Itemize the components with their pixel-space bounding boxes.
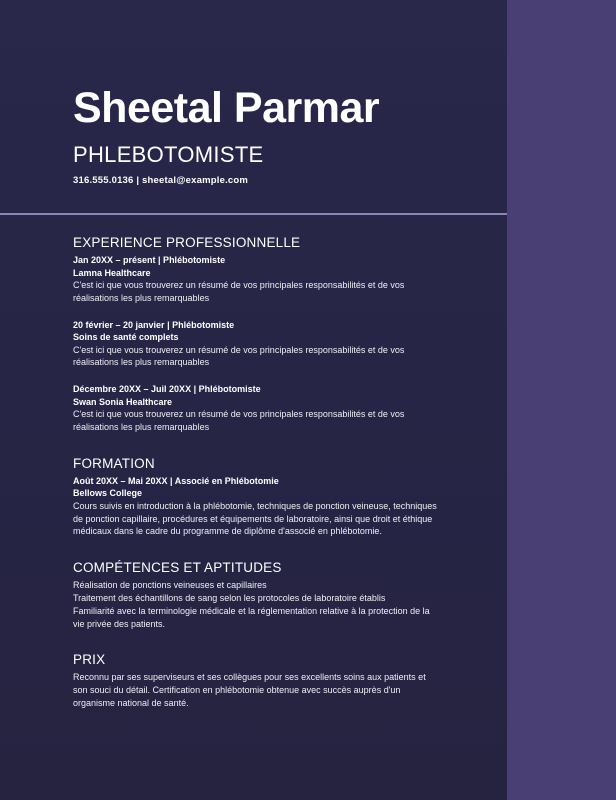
entry-organization: Swan Sonia Healthcare bbox=[73, 396, 173, 407]
skill-item: Familiarité avec la terminologie médicale et la réglementation relative à la protection de la vie privée des patients. bbox=[73, 605, 430, 629]
experience-heading: EXPERIENCE PROFESSIONNELLE bbox=[73, 235, 301, 250]
education-school: Bellows College bbox=[73, 488, 143, 499]
side-accent-strip bbox=[507, 0, 616, 800]
experience-entry bbox=[73, 319, 438, 370]
resume-header bbox=[73, 84, 493, 186]
section-spacer bbox=[73, 448, 438, 456]
experience-section bbox=[73, 235, 438, 434]
education-description: Cours suivis en introduction à la phlébotomie, techniques de ponction veineuse, techniques de ponction capillaire, procédures et équipements de laboratoire, ainsi que droit et éthique médicaux dans le cadre du programme de diplôme d'associé en phlébotomie. bbox=[73, 500, 437, 537]
entry-dates-role: Décembre 20XX – Juil 20XX | Phlébotomiste bbox=[73, 384, 261, 395]
awards-section bbox=[73, 652, 438, 709]
education-dates-degree: Août 20XX – Mai 20XX | Associé en Phlébotomie bbox=[73, 475, 279, 486]
entry-description: C'est ici que vous trouverez un résumé de vos principales responsabilités et de vos réalisations les plus remarquables bbox=[73, 409, 405, 432]
candidate-name: Sheetal Parmar bbox=[73, 84, 380, 132]
resume-content bbox=[73, 235, 438, 710]
entry-dates-role: Jan 20XX – présent | Phlébotomiste bbox=[73, 255, 226, 265]
section-spacer bbox=[73, 552, 438, 560]
skill-item: Traitement des échantillons de sang selon les protocoles de laboratoire établis bbox=[73, 592, 386, 603]
awards-heading: PRIX bbox=[73, 652, 106, 668]
skills-heading: COMPÉTENCES ET APTITUDES bbox=[73, 560, 282, 576]
education-heading: FORMATION bbox=[73, 455, 155, 471]
experience-entry bbox=[73, 383, 438, 434]
skills-list bbox=[73, 579, 438, 630]
entry-dates-role: 20 février – 20 janvier | Phlébotomiste bbox=[73, 319, 235, 330]
entry-description: C'est ici que vous trouverez un résumé de vos principales responsabilités et de vos réalisations les plus remarquables bbox=[73, 280, 405, 303]
education-section bbox=[73, 456, 438, 538]
education-entry bbox=[73, 475, 438, 538]
entry-description: C'est ici que vous trouverez un résumé de vos principales responsabilités et de vos réalisations les plus remarquables bbox=[73, 344, 405, 368]
header-divider bbox=[0, 213, 507, 215]
section-spacer bbox=[73, 644, 438, 652]
entry-organization: Lamna Healthcare bbox=[73, 267, 151, 278]
entry-organization: Soins de santé complets bbox=[73, 332, 179, 343]
job-title: PHLEBOTOMISTE bbox=[73, 142, 264, 167]
skills-section bbox=[73, 560, 438, 630]
experience-entry bbox=[73, 254, 438, 305]
awards-text: Reconnu par ses superviseurs et ses collègues pour ses excellents soins aux patients et son souci du détail. Certification en phlébotomie obtenue avec succès auprès d'un organisme national de santé. bbox=[73, 672, 426, 708]
contact-info: 316.555.0136 | sheetal@example.com bbox=[73, 175, 249, 186]
skill-item: Réalisation de ponctions veineuses et capillaires bbox=[73, 580, 267, 591]
